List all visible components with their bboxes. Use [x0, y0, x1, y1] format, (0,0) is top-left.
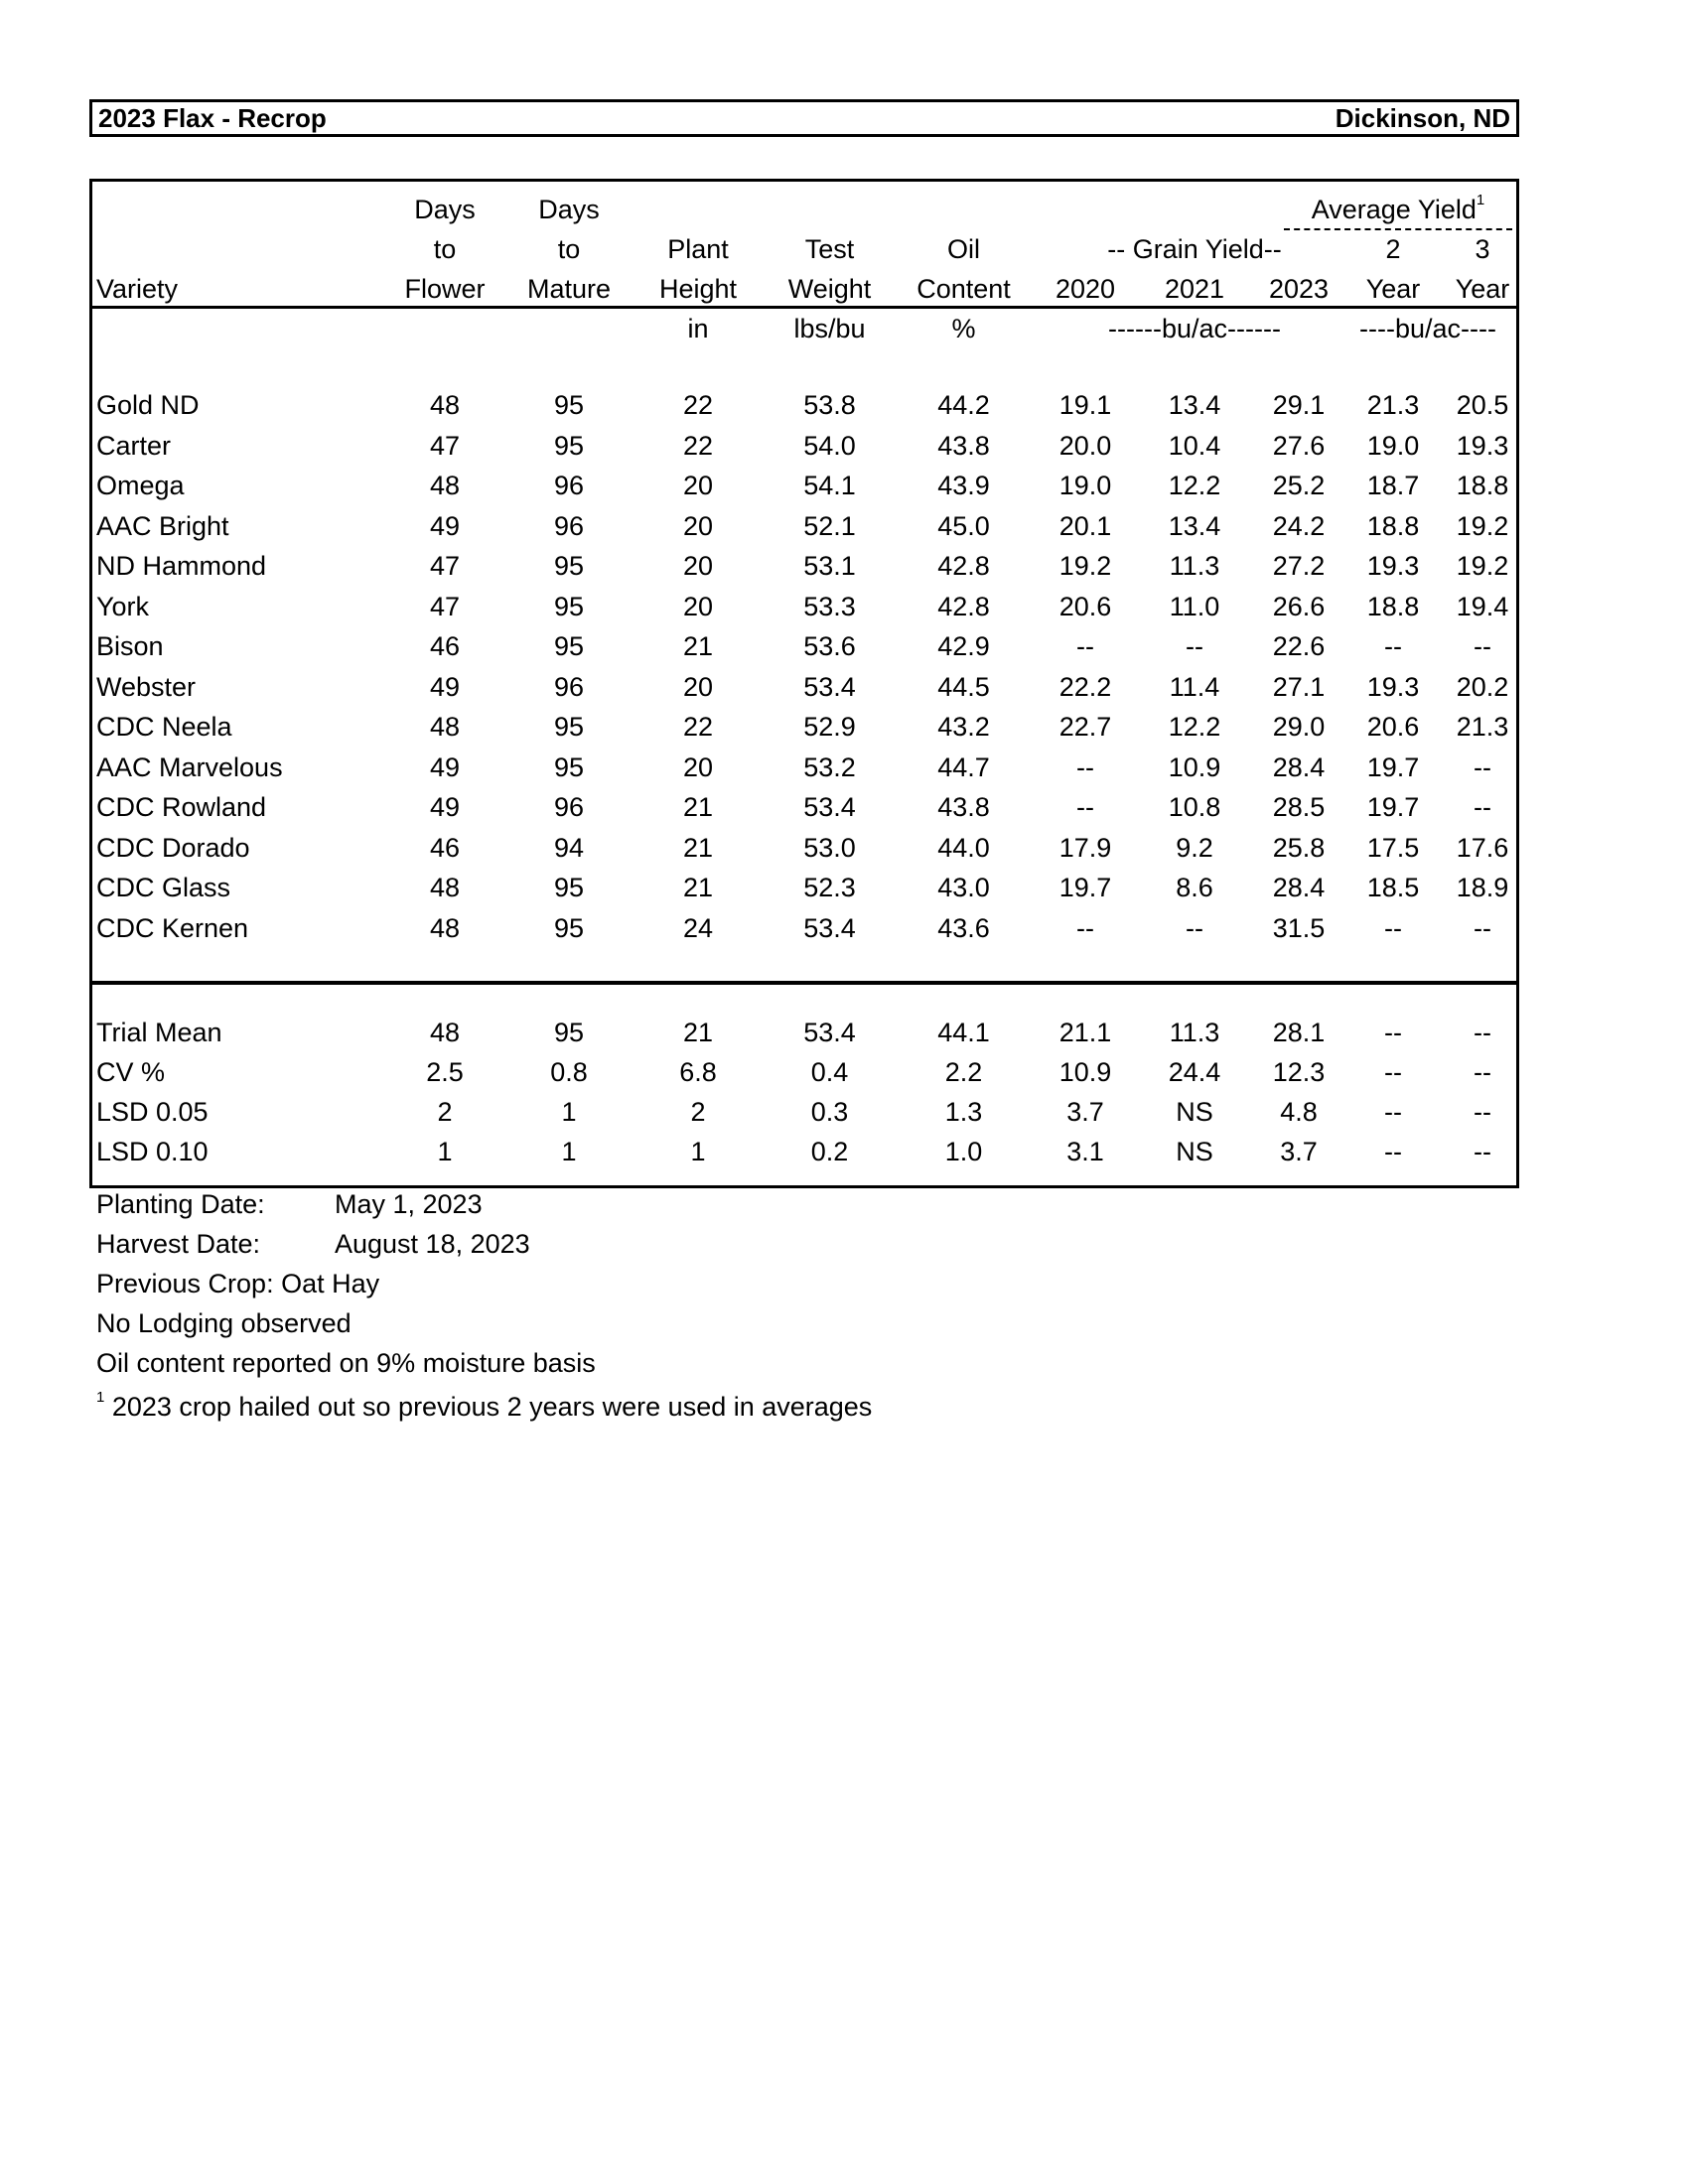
- table-row-days-to-mature: 95: [553, 390, 585, 420]
- table-row-yield-2023: 25.2: [1272, 471, 1326, 500]
- table-row-days-to-flower: 46: [429, 631, 461, 661]
- table-row-test-weight: 53.4: [803, 792, 856, 822]
- header-days-flower-2: to: [433, 234, 457, 264]
- stat-row-plant-height: 6.8: [679, 1057, 717, 1087]
- table-row-test-weight: 53.0: [803, 832, 856, 863]
- table-row-yield-2021: 11.3: [1169, 551, 1220, 581]
- header-days-mature-3: Mature: [526, 274, 612, 304]
- table-row-avg-2-year: --: [1384, 631, 1402, 661]
- header-days-flower-3: Flower: [404, 274, 486, 304]
- table-row-variety: AAC Bright: [96, 510, 229, 541]
- stat-row-days-to-flower: 48: [429, 1018, 461, 1047]
- table-row-oil-content: 44.7: [937, 751, 990, 782]
- table-row-avg-2-year: 19.3: [1366, 551, 1420, 581]
- table-row-yield-2021: --: [1186, 912, 1203, 943]
- table-row-oil-content: 44.5: [937, 671, 990, 702]
- table-row-oil-content: 43.6: [937, 912, 990, 943]
- table-row-yield-2021: 11.4: [1169, 671, 1220, 702]
- table-row-avg-2-year: 20.6: [1366, 712, 1420, 742]
- table-row-yield-2023: 27.1: [1272, 671, 1326, 702]
- table-row-yield-2023: 25.8: [1272, 832, 1326, 863]
- table-row-variety: Gold ND: [96, 390, 200, 420]
- table-row-days-to-mature: 96: [553, 671, 585, 702]
- table-row-oil-content: 44.0: [937, 832, 990, 863]
- stat-row-yield-2023: 4.8: [1280, 1097, 1318, 1127]
- table-row-plant-height: 20: [682, 471, 714, 500]
- table-row-avg-3-year: 20.5: [1456, 390, 1509, 420]
- header-average-yield: Average Yield$^1$: [1311, 192, 1485, 224]
- stat-row-yield-2023: 3.7: [1280, 1137, 1318, 1166]
- table-row-avg-2-year: 19.0: [1366, 430, 1420, 461]
- table-row-avg-3-year: --: [1474, 631, 1491, 661]
- header-year-2021: 2021: [1164, 274, 1225, 304]
- stat-row-avg-2-year: --: [1384, 1018, 1402, 1047]
- stat-row-days-to-mature: 1: [561, 1137, 577, 1166]
- table-row-yield-2023: 26.6: [1272, 591, 1326, 621]
- table-row-variety: Carter: [96, 430, 172, 461]
- table-row-yield-2020: --: [1076, 631, 1094, 661]
- planting-date-value: May 1, 2023: [335, 1189, 483, 1219]
- stat-row-avg-2-year: --: [1384, 1137, 1402, 1166]
- table-row-days-to-mature: 95: [553, 712, 585, 742]
- stat-row-yield-2021: 11.3: [1169, 1018, 1220, 1047]
- table-row-variety: Bison: [96, 631, 164, 661]
- stat-row-days-to-flower: 2.5: [426, 1057, 464, 1087]
- table-row-variety: Omega: [96, 471, 185, 500]
- stat-row-variety: LSD 0.10: [96, 1137, 209, 1166]
- table-row-test-weight: 52.3: [803, 873, 856, 902]
- unit-height: in: [687, 314, 709, 343]
- table-row-plant-height: 22: [682, 390, 714, 420]
- table-row-avg-2-year: --: [1384, 912, 1402, 943]
- table-row-yield-2020: 19.7: [1058, 873, 1112, 902]
- table-row-yield-2023: 29.0: [1272, 712, 1326, 742]
- table-row-test-weight: 54.0: [803, 430, 856, 461]
- table-row-yield-2020: --: [1076, 792, 1094, 822]
- header-avg-2-1: 2: [1385, 234, 1401, 264]
- table-row-yield-2023: 28.5: [1272, 792, 1326, 822]
- header-avg-3-2: Year: [1455, 274, 1510, 304]
- header-days-flower-1: Days: [414, 195, 476, 224]
- table-row-oil-content: 42.9: [937, 631, 990, 661]
- table-row-variety: York: [96, 591, 150, 621]
- table-row-test-weight: 52.9: [803, 712, 856, 742]
- stat-row-days-to-flower: 1: [437, 1137, 453, 1166]
- table-row-days-to-mature: 94: [553, 832, 585, 863]
- table-row-days-to-flower: 46: [429, 832, 461, 863]
- table-row-plant-height: 20: [682, 591, 714, 621]
- stat-row-yield-2020: 3.1: [1066, 1137, 1104, 1166]
- stat-row-yield-2023: 28.1: [1272, 1018, 1326, 1047]
- table-row-days-to-mature: 95: [553, 551, 585, 581]
- planting-date-label: Planting Date:: [96, 1189, 265, 1219]
- stat-row-test-weight: 53.4: [803, 1018, 856, 1047]
- table-row-days-to-flower: 48: [429, 712, 461, 742]
- table-row-yield-2023: 22.6: [1272, 631, 1326, 661]
- table-row-avg-3-year: 18.8: [1456, 471, 1509, 500]
- table-row-plant-height: 22: [682, 430, 714, 461]
- table-row-yield-2023: 29.1: [1272, 390, 1326, 420]
- table-row-yield-2021: 10.8: [1168, 792, 1221, 822]
- table-row-test-weight: 54.1: [803, 471, 856, 500]
- table-row-yield-2020: 22.2: [1058, 671, 1112, 702]
- header-plant-height-1: Plant: [667, 234, 729, 264]
- stat-row-variety: LSD 0.05: [96, 1097, 209, 1127]
- unit-oil: %: [951, 314, 976, 343]
- footnote-1: $^1$ 2023 crop hailed out so previous 2 years were used in averages: [96, 1389, 873, 1422]
- table-row-days-to-mature: 96: [553, 510, 585, 541]
- stat-row-avg-3-year: --: [1474, 1137, 1491, 1166]
- stat-row-avg-2-year: --: [1384, 1097, 1402, 1127]
- table-row-avg-3-year: 19.2: [1456, 551, 1509, 581]
- table-row-avg-3-year: --: [1474, 912, 1491, 943]
- stat-row-test-weight: 0.4: [810, 1057, 849, 1087]
- table-row-test-weight: 53.4: [803, 671, 856, 702]
- unit-average-yield: ----bu/ac----: [1359, 314, 1496, 343]
- table-row-yield-2021: 13.4: [1168, 510, 1221, 541]
- table-row-days-to-flower: 47: [429, 591, 461, 621]
- stat-row-yield-2021: 24.4: [1168, 1057, 1221, 1087]
- table-row-oil-content: 42.8: [937, 551, 990, 581]
- table-row-days-to-flower: 49: [429, 751, 461, 782]
- unit-weight: lbs/bu: [793, 314, 866, 343]
- table-row-oil-content: 42.8: [937, 591, 990, 621]
- table-row-test-weight: 53.3: [803, 591, 856, 621]
- stat-row-avg-3-year: --: [1474, 1018, 1491, 1047]
- stat-row-plant-height: 1: [690, 1137, 706, 1166]
- header-avg-2-2: Year: [1365, 274, 1421, 304]
- table-row-plant-height: 20: [682, 671, 714, 702]
- table-row-variety: CDC Neela: [96, 712, 232, 742]
- table-row-avg-2-year: 17.5: [1366, 832, 1420, 863]
- table-row-avg-2-year: 19.7: [1366, 792, 1420, 822]
- table-row-yield-2023: 28.4: [1272, 751, 1326, 782]
- table-row-days-to-flower: 49: [429, 792, 461, 822]
- table-row-plant-height: 20: [682, 551, 714, 581]
- table-row-plant-height: 21: [682, 873, 714, 902]
- table-row-avg-2-year: 19.7: [1366, 751, 1420, 782]
- table-row-avg-3-year: --: [1474, 751, 1491, 782]
- table-row-avg-3-year: 19.2: [1456, 510, 1509, 541]
- table-row-plant-height: 22: [682, 712, 714, 742]
- stat-row-plant-height: 21: [682, 1018, 714, 1047]
- table-row-yield-2023: 24.2: [1272, 510, 1326, 541]
- table-row-days-to-flower: 49: [429, 510, 461, 541]
- table-row-avg-3-year: --: [1474, 792, 1491, 822]
- table-row-plant-height: 20: [682, 510, 714, 541]
- table-row-yield-2021: 8.6: [1176, 873, 1213, 902]
- table-row-yield-2020: 17.9: [1058, 832, 1112, 863]
- table-row-yield-2021: 10.4: [1168, 430, 1221, 461]
- table-row-oil-content: 43.8: [937, 792, 990, 822]
- table-row-yield-2023: 28.4: [1272, 873, 1326, 902]
- table-row-variety: CDC Kernen: [96, 912, 249, 943]
- stat-row-yield-2020: 21.1: [1058, 1018, 1112, 1047]
- stat-row-yield-2020: 10.9: [1058, 1057, 1112, 1087]
- header-year-2020: 2020: [1055, 274, 1116, 304]
- stat-row-variety: CV %: [96, 1057, 166, 1087]
- header-avg-3-1: 3: [1475, 234, 1490, 264]
- stat-row-plant-height: 2: [690, 1097, 706, 1127]
- header-plant-height-2: Height: [658, 274, 738, 304]
- table-row-yield-2020: --: [1076, 751, 1094, 782]
- table-row-yield-2021: 12.2: [1168, 712, 1221, 742]
- lodging-note: No Lodging observed: [96, 1308, 352, 1338]
- table-row-days-to-mature: 95: [553, 631, 585, 661]
- table-row-days-to-flower: 47: [429, 430, 461, 461]
- table-row-days-to-flower: 48: [429, 390, 461, 420]
- stat-row-avg-3-year: --: [1474, 1097, 1491, 1127]
- table-row-avg-3-year: 19.4: [1456, 591, 1509, 621]
- results-table: [89, 179, 1519, 1188]
- stat-row-oil-content: 44.1: [937, 1018, 990, 1047]
- table-row-yield-2021: 13.4: [1168, 390, 1221, 420]
- stat-row-oil-content: 2.2: [944, 1057, 983, 1087]
- stat-row-oil-content: 1.3: [944, 1097, 983, 1127]
- table-row-plant-height: 24: [682, 912, 714, 943]
- table-row-yield-2021: 10.9: [1168, 751, 1221, 782]
- unit-grain-yield: ------bu/ac------: [1108, 314, 1281, 343]
- harvest-date-label: Harvest Date:: [96, 1229, 261, 1259]
- stat-row-yield-2021: NS: [1176, 1137, 1213, 1166]
- table-row-oil-content: 44.2: [937, 390, 990, 420]
- table-row-variety: CDC Glass: [96, 873, 231, 902]
- table-row-plant-height: 20: [682, 751, 714, 782]
- table-row-oil-content: 45.0: [937, 510, 990, 541]
- header-year-2023: 2023: [1268, 274, 1330, 304]
- table-row-test-weight: 52.1: [803, 510, 856, 541]
- table-row-avg-3-year: 17.6: [1456, 832, 1509, 863]
- table-row-oil-content: 43.0: [937, 873, 990, 902]
- table-row-days-to-flower: 48: [429, 912, 461, 943]
- stat-row-avg-2-year: --: [1384, 1057, 1402, 1087]
- table-row-variety: AAC Marvelous: [96, 751, 283, 782]
- stat-row-days-to-mature: 95: [553, 1018, 585, 1047]
- table-row-variety: CDC Rowland: [96, 792, 267, 822]
- header-oil-content-1: Oil: [947, 234, 980, 264]
- table-row-avg-3-year: 20.2: [1456, 671, 1509, 702]
- stat-row-yield-2020: 3.7: [1066, 1097, 1104, 1127]
- stat-row-days-to-flower: 2: [437, 1097, 453, 1127]
- table-row-yield-2020: --: [1076, 912, 1094, 943]
- table-row-yield-2020: 20.0: [1058, 430, 1112, 461]
- stat-row-yield-2023: 12.3: [1272, 1057, 1326, 1087]
- table-row-yield-2020: 20.6: [1058, 591, 1112, 621]
- table-row-variety: Webster: [96, 671, 197, 702]
- header-test-weight-2: Weight: [787, 274, 872, 304]
- stat-row-yield-2021: NS: [1176, 1097, 1213, 1127]
- oil-basis-note: Oil content reported on 9% moisture basis: [96, 1348, 596, 1378]
- table-row-avg-3-year: 18.9: [1456, 873, 1509, 902]
- table-row-yield-2021: 12.2: [1168, 471, 1221, 500]
- stat-row-avg-3-year: --: [1474, 1057, 1491, 1087]
- harvest-date-value: August 18, 2023: [335, 1229, 530, 1259]
- stat-row-days-to-mature: 1: [561, 1097, 577, 1127]
- table-row-yield-2020: 19.2: [1058, 551, 1112, 581]
- report-title: 2023 Flax - Recrop: [98, 102, 327, 133]
- table-row-yield-2020: 19.0: [1058, 471, 1112, 500]
- table-row-days-to-mature: 95: [553, 751, 585, 782]
- table-row-avg-2-year: 18.8: [1366, 591, 1420, 621]
- table-row-days-to-flower: 47: [429, 551, 461, 581]
- stat-row-oil-content: 1.0: [944, 1137, 983, 1166]
- stat-row-days-to-mature: 0.8: [550, 1057, 588, 1087]
- table-row-test-weight: 53.8: [803, 390, 856, 420]
- table-row-days-to-mature: 96: [553, 792, 585, 822]
- table-row-plant-height: 21: [682, 832, 714, 863]
- table-row-variety: CDC Dorado: [96, 832, 250, 863]
- table-row-days-to-mature: 95: [553, 873, 585, 902]
- stat-row-test-weight: 0.2: [810, 1137, 849, 1166]
- table-row-test-weight: 53.6: [803, 631, 856, 661]
- table-row-avg-2-year: 18.7: [1366, 471, 1420, 500]
- table-row-avg-2-year: 18.5: [1366, 873, 1420, 902]
- table-row-avg-3-year: 19.3: [1456, 430, 1509, 461]
- table-row-avg-2-year: 18.8: [1366, 510, 1420, 541]
- header-test-weight-1: Test: [804, 234, 855, 264]
- table-row-avg-2-year: 21.3: [1366, 390, 1420, 420]
- page-title-bar: [89, 99, 1519, 137]
- report-location: Dickinson, ND: [1335, 102, 1510, 133]
- table-row-yield-2021: 11.0: [1169, 591, 1220, 621]
- table-row-days-to-flower: 49: [429, 671, 461, 702]
- table-row-days-to-flower: 48: [429, 873, 461, 902]
- stats-divider: [92, 981, 1516, 985]
- table-row-yield-2021: 9.2: [1176, 832, 1213, 863]
- table-row-avg-2-year: 19.3: [1366, 671, 1420, 702]
- table-row-variety: ND Hammond: [96, 551, 267, 581]
- header-days-mature-1: Days: [538, 195, 600, 224]
- header-variety: Variety: [96, 274, 179, 304]
- table-row-oil-content: 43.2: [937, 712, 990, 742]
- table-row-yield-2023: 27.6: [1272, 430, 1326, 461]
- table-row-yield-2023: 27.2: [1272, 551, 1326, 581]
- table-row-days-to-mature: 95: [553, 591, 585, 621]
- table-row-test-weight: 53.2: [803, 751, 856, 782]
- table-row-yield-2021: --: [1186, 631, 1203, 661]
- table-row-yield-2020: 20.1: [1058, 510, 1112, 541]
- table-row-oil-content: 43.9: [937, 471, 990, 500]
- stat-row-test-weight: 0.3: [810, 1097, 849, 1127]
- header-oil-content-2: Content: [916, 274, 1011, 304]
- table-row-test-weight: 53.4: [803, 912, 856, 943]
- previous-crop: Previous Crop: Oat Hay: [96, 1269, 380, 1298]
- table-row-days-to-flower: 48: [429, 471, 461, 500]
- table-row-oil-content: 43.8: [937, 430, 990, 461]
- table-row-yield-2023: 31.5: [1272, 912, 1326, 943]
- table-row-test-weight: 53.1: [803, 551, 856, 581]
- header-grain-yield: -- Grain Yield--: [1107, 234, 1282, 264]
- table-row-avg-3-year: 21.3: [1456, 712, 1509, 742]
- table-row-plant-height: 21: [682, 631, 714, 661]
- stat-row-variety: Trial Mean: [96, 1018, 222, 1047]
- table-row-yield-2020: 19.1: [1058, 390, 1112, 420]
- table-row-plant-height: 21: [682, 792, 714, 822]
- table-row-days-to-mature: 95: [553, 430, 585, 461]
- table-row-yield-2020: 22.7: [1058, 712, 1112, 742]
- table-row-days-to-mature: 95: [553, 912, 585, 943]
- table-row-days-to-mature: 96: [553, 471, 585, 500]
- header-days-mature-2: to: [557, 234, 581, 264]
